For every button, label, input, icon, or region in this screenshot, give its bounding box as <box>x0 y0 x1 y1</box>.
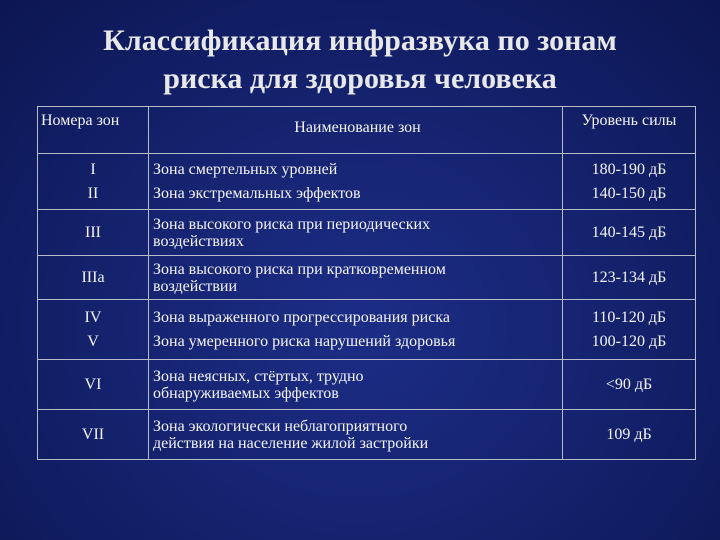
zone-name-cell <box>149 210 563 256</box>
zone-level: 140-145 дБ <box>563 210 696 256</box>
zone-number: VII <box>38 410 149 460</box>
zone-level: 140-150 дБ <box>591 184 667 202</box>
zone-number: III <box>38 210 149 256</box>
zone-name-cell <box>149 256 563 300</box>
zone-name-line: Зона неясных, стёртых, трудно <box>153 367 364 385</box>
zone-name-line: Зона высокого риска при периодических <box>153 215 431 233</box>
zone-level: 123-134 дБ <box>563 256 696 300</box>
header-zone-number: Номера зон <box>38 107 149 154</box>
zone-number: II <box>87 184 99 202</box>
zone-name-line: Зона экологически неблагоприятного <box>153 417 408 435</box>
header-level: Уровень силы <box>563 107 696 154</box>
table-row <box>38 410 696 460</box>
table-header-row <box>38 107 696 154</box>
title-line-2: риска для здоровья человека <box>163 62 557 95</box>
zone-level: 110-120 дБ <box>591 308 667 326</box>
zone-name-line: Зона высокого риска при кратковременном <box>153 260 446 278</box>
zone-name-line: действия на население жилой застройки <box>153 434 429 452</box>
infrasound-classification-table <box>37 106 696 460</box>
zone-level-cell <box>563 300 696 360</box>
header-zone-name: Наименование зон <box>149 107 563 154</box>
table-row <box>38 154 696 210</box>
zone-name: Зона экстремальных эффектов <box>153 184 361 202</box>
zone-name: Зона выраженного прогрессирования риска <box>153 308 450 326</box>
zone-level: 100-120 дБ <box>591 332 667 350</box>
zone-name-line: воздействиях <box>153 232 244 250</box>
zone-name: Зона умеренного риска нарушений здоровья <box>153 332 456 350</box>
table-row <box>38 210 696 256</box>
zone-number-cell <box>38 154 149 210</box>
zone-number: VI <box>38 360 149 410</box>
zone-name-cell <box>149 410 563 460</box>
zone-number-cell <box>38 300 149 360</box>
zone-name-cell <box>149 154 563 210</box>
zone-name-line: обнаруживаемых эффектов <box>153 384 339 402</box>
zone-name-cell <box>149 300 563 360</box>
zone-number: IIIа <box>38 256 149 300</box>
zone-number: V <box>87 332 99 350</box>
zone-name-cell <box>149 360 563 410</box>
zone-name-line: воздействии <box>153 277 238 295</box>
table-row <box>38 256 696 300</box>
zone-number: I <box>90 160 96 178</box>
zone-number: IV <box>84 308 102 326</box>
table-row <box>38 360 696 410</box>
table-row <box>38 300 696 360</box>
slide-title <box>0 22 720 98</box>
title-line-1: Классификация инфразвука по зонам <box>103 24 617 57</box>
zone-level: <90 дБ <box>563 360 696 410</box>
zone-name: Зона смертельных уровней <box>153 160 338 178</box>
zone-level-cell <box>563 154 696 210</box>
zone-level: 109 дБ <box>563 410 696 460</box>
zone-level: 180-190 дБ <box>591 160 667 178</box>
